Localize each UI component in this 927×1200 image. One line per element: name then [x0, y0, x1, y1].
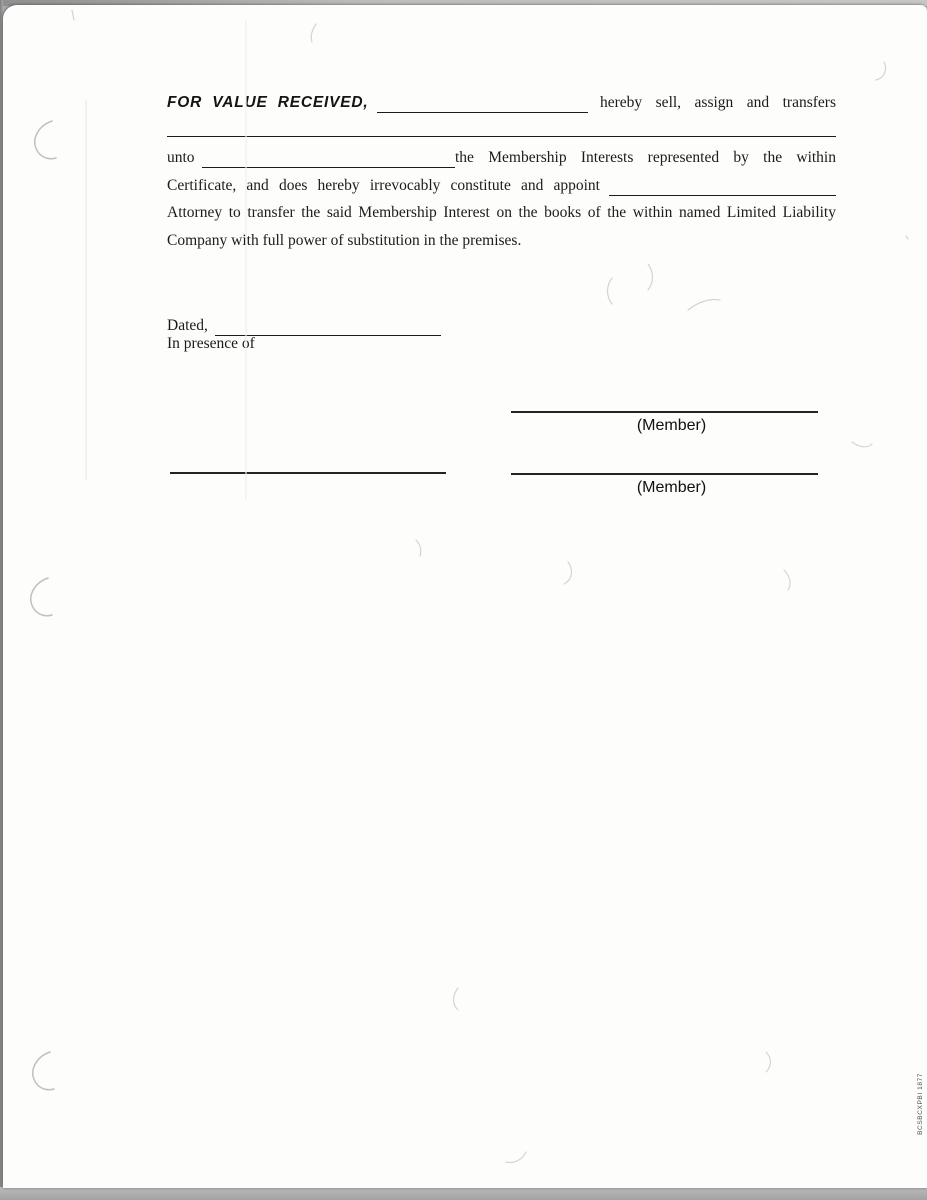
- blank-attorney-name-line: [609, 176, 836, 196]
- for-value-received-text: FOR VALUE RECEIVED,: [167, 94, 369, 111]
- blank-full-width-line: [167, 136, 836, 137]
- appoint-text: Certificate, and does hereby irrevocably constitute and appoint: [167, 177, 600, 194]
- company-text: Company with full power of substitution in the premises.: [167, 232, 522, 249]
- scanner-edge-bottom: [0, 1187, 927, 1200]
- opening-line: [167, 93, 836, 113]
- blank-date-line: [215, 316, 441, 336]
- blank-assignee-name-line: [202, 148, 455, 168]
- appoint-line: [167, 176, 836, 196]
- document-page: [3, 5, 927, 1188]
- signature-line-member-2: [511, 473, 818, 475]
- member-label-1: (Member): [636, 417, 707, 434]
- member-label-2: (Member): [636, 479, 707, 496]
- edge-product-code: BCSBCXPBI 1877: [917, 1073, 924, 1135]
- unto-text: unto: [167, 149, 195, 166]
- opening-tail-text: hereby sell, assign and transfers: [600, 94, 836, 111]
- dated-line: [167, 316, 467, 336]
- blank-assignor-name-line: [377, 93, 588, 113]
- attorney-text: Attorney to transfer the said Membership Interest on the books of the within named Limited Liability: [167, 204, 836, 221]
- signature-line-member-1: [511, 411, 818, 413]
- presence-label: In presence of: [167, 335, 255, 352]
- unto-line: [167, 148, 836, 168]
- company-line: [167, 231, 836, 251]
- signature-line-witness: [170, 472, 446, 474]
- attorney-line: [167, 203, 836, 223]
- dated-label: Dated,: [167, 317, 208, 334]
- after-unto-text: the Membership Interests represented by the within: [455, 149, 836, 166]
